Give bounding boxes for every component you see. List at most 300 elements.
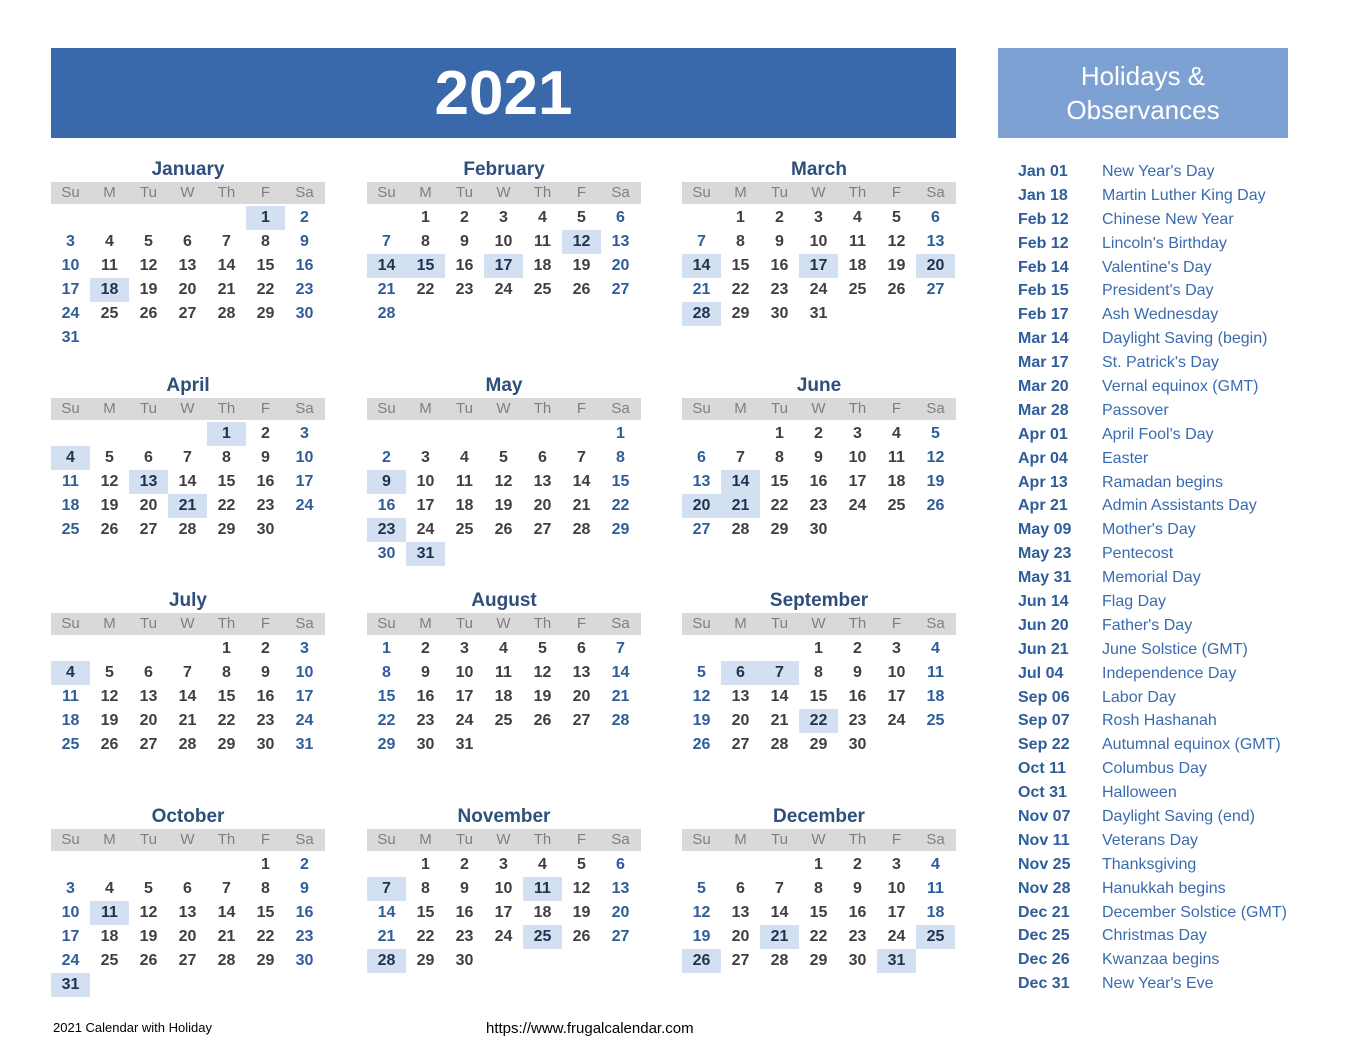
- day-cell: 31: [455, 736, 474, 753]
- day-cell: 7: [736, 449, 745, 466]
- day-cell: 9: [261, 449, 270, 466]
- holiday-item: [1006, 781, 1306, 805]
- day-cell: 10: [416, 473, 435, 490]
- day-cell: 5: [697, 664, 706, 681]
- day-cell: 28: [217, 305, 236, 322]
- day-cell: 23: [295, 928, 314, 945]
- day-cell: 7: [367, 877, 406, 901]
- holiday-name: Autumnal equinox (GMT): [1102, 736, 1281, 754]
- day-cell: 26: [100, 736, 119, 753]
- holidays-header-line1: Holidays &: [1080, 61, 1206, 91]
- day-cell: 27: [178, 305, 197, 322]
- day-cell: 4: [51, 446, 90, 470]
- weekday-header: [367, 829, 641, 851]
- day-cell: 31: [877, 949, 916, 973]
- day-cell-empty: [129, 206, 168, 230]
- holiday-name: Ash Wednesday: [1102, 306, 1219, 324]
- day-cell: 10: [61, 904, 80, 921]
- weekday-label: M: [419, 615, 432, 632]
- day-cell: 10: [494, 233, 513, 250]
- day-cell: 2: [300, 209, 309, 226]
- weekday-label: Tu: [456, 615, 473, 632]
- holiday-name: December Solstice (GMT): [1102, 903, 1287, 921]
- day-cell: 25: [916, 925, 955, 949]
- holiday-item: [1006, 757, 1306, 781]
- day-cell: 13: [611, 233, 630, 250]
- day-cell: 5: [499, 449, 508, 466]
- day-cell: 26: [139, 952, 158, 969]
- holiday-date: Nov 07: [1018, 807, 1071, 825]
- day-cell: 22: [416, 928, 435, 945]
- month-november: [367, 806, 641, 973]
- weekday-label: Su: [61, 615, 80, 632]
- day-cell: 9: [460, 233, 469, 250]
- holiday-date: Mar 17: [1018, 354, 1069, 372]
- day-cell: 14: [611, 664, 630, 681]
- day-cell: 26: [533, 712, 552, 729]
- holiday-date: Apr 21: [1018, 497, 1068, 515]
- weekday-label: Tu: [771, 831, 788, 848]
- day-cell: 19: [139, 928, 158, 945]
- day-cell: 3: [421, 449, 430, 466]
- day-cell: 8: [382, 664, 391, 681]
- month-may: [367, 375, 641, 566]
- day-cell: 26: [682, 949, 721, 973]
- day-cell: 13: [572, 664, 591, 681]
- day-cell: 20: [682, 494, 721, 518]
- weekday-label: W: [180, 615, 195, 632]
- day-cell: 9: [300, 880, 309, 897]
- day-cell: 16: [809, 473, 828, 490]
- weekday-label: Su: [692, 184, 711, 201]
- weekday-label: Sa: [611, 615, 630, 632]
- day-cell: 1: [382, 640, 391, 657]
- holiday-date: Nov 28: [1018, 879, 1071, 897]
- day-cell: 6: [144, 664, 153, 681]
- day-cell: 14: [367, 254, 406, 278]
- day-cell: 15: [809, 688, 828, 705]
- day-cell: 18: [100, 928, 119, 945]
- weekday-label: Sa: [295, 184, 314, 201]
- weekday-label: Sa: [295, 615, 314, 632]
- holiday-item: [1006, 614, 1306, 638]
- day-cell: 6: [931, 209, 940, 226]
- holiday-item: [1006, 303, 1306, 327]
- holiday-item: [1006, 590, 1306, 614]
- day-cell: 6: [183, 233, 192, 250]
- day-cell: 22: [731, 281, 750, 298]
- holidays-header-line2: Observances: [1066, 95, 1220, 125]
- day-cell: 4: [892, 425, 901, 442]
- day-cell: 24: [416, 521, 435, 538]
- day-cell: 1: [246, 206, 285, 230]
- weekday-label: Sa: [295, 831, 314, 848]
- weekday-label: F: [260, 400, 271, 417]
- day-cell: 22: [611, 497, 630, 514]
- day-cell: 2: [460, 209, 469, 226]
- weekday-label: W: [496, 184, 511, 201]
- day-cell: 8: [261, 233, 270, 250]
- weekday-label: W: [811, 184, 826, 201]
- day-cell: 18: [848, 257, 867, 274]
- weekday-label: F: [891, 615, 902, 632]
- holiday-date: Jul 04: [1018, 664, 1064, 682]
- day-cell: 1: [736, 209, 745, 226]
- day-cell: 18: [533, 257, 552, 274]
- holidays-header: [998, 48, 1288, 138]
- day-cell: 6: [616, 856, 625, 873]
- day-cell: 18: [887, 473, 906, 490]
- day-cell: 9: [300, 233, 309, 250]
- holiday-item: [1006, 423, 1306, 447]
- day-cell: 11: [927, 880, 944, 897]
- day-cell: 5: [892, 209, 901, 226]
- weekday-label: Th: [848, 400, 867, 417]
- day-cell: 24: [494, 281, 513, 298]
- day-cell: 27: [731, 952, 750, 969]
- day-cell: 14: [178, 688, 197, 705]
- day-cell: 8: [775, 449, 784, 466]
- day-cell: 12: [887, 233, 906, 250]
- month-july: [51, 590, 325, 757]
- day-cell-empty: [760, 853, 799, 877]
- weekday-label: Th: [533, 400, 552, 417]
- weekday-header: [51, 398, 325, 420]
- weekday-label: Th: [848, 615, 867, 632]
- day-cell: 25: [61, 736, 80, 753]
- month-september: [682, 590, 956, 757]
- day-cell: 3: [892, 640, 901, 657]
- day-cell: 5: [105, 449, 114, 466]
- day-grid: [682, 206, 956, 326]
- holiday-date: Dec 26: [1018, 951, 1070, 969]
- holiday-item: [1006, 208, 1306, 232]
- day-cell-empty: [523, 422, 562, 446]
- weekday-label: W: [496, 615, 511, 632]
- day-cell: 24: [61, 305, 80, 322]
- holiday-name: Valentine's Day: [1102, 258, 1212, 276]
- day-cell: 15: [256, 257, 275, 274]
- day-cell: 1: [616, 425, 625, 442]
- day-cell-empty: [51, 422, 90, 446]
- day-grid: [51, 422, 325, 542]
- holiday-date: Mar 28: [1018, 401, 1069, 419]
- day-cell: 10: [887, 880, 906, 897]
- holiday-name: Chinese New Year: [1102, 210, 1234, 228]
- holiday-item: [1006, 877, 1306, 901]
- weekday-label: Th: [533, 184, 552, 201]
- day-cell: 24: [295, 497, 314, 514]
- day-cell: 2: [261, 640, 270, 657]
- day-cell: 3: [300, 640, 309, 657]
- month-title: December: [773, 806, 865, 827]
- day-cell-empty: [129, 853, 168, 877]
- day-cell: 7: [382, 233, 391, 250]
- month-title: April: [166, 375, 210, 396]
- day-cell: 4: [499, 640, 508, 657]
- day-cell: 29: [217, 736, 236, 753]
- month-march: [682, 159, 956, 326]
- holiday-name: Rosh Hashanah: [1102, 712, 1217, 730]
- holiday-date: Jan 18: [1018, 186, 1068, 204]
- holiday-name: Vernal equinox (GMT): [1102, 377, 1259, 395]
- holiday-name: Independence Day: [1102, 664, 1237, 682]
- day-cell: 17: [455, 688, 474, 705]
- day-grid: [367, 637, 641, 757]
- day-cell: 23: [455, 281, 474, 298]
- weekday-label: F: [260, 615, 271, 632]
- day-cell: 14: [217, 257, 236, 274]
- weekday-label: Th: [217, 831, 236, 848]
- day-cell: 21: [377, 928, 396, 945]
- month-title: October: [151, 806, 225, 827]
- day-cell: 30: [455, 952, 474, 969]
- holiday-date: Sep 07: [1018, 712, 1070, 730]
- day-cell: 22: [377, 712, 396, 729]
- weekday-label: Tu: [140, 831, 157, 848]
- day-cell: 25: [100, 305, 119, 322]
- weekday-label: W: [180, 400, 195, 417]
- holiday-name: June Solstice (GMT): [1102, 640, 1248, 658]
- holiday-list: [1006, 160, 1306, 996]
- weekday-label: Th: [533, 831, 552, 848]
- weekday-header: [367, 398, 641, 420]
- day-cell: 18: [533, 904, 552, 921]
- holiday-item: [1006, 925, 1306, 949]
- day-cell: 16: [295, 904, 314, 921]
- month-june: [682, 375, 956, 542]
- weekday-label: Sa: [611, 831, 630, 848]
- day-cell: 19: [887, 257, 906, 274]
- day-cell: 6: [144, 449, 153, 466]
- holiday-item: [1006, 232, 1306, 256]
- day-cell: 12: [533, 664, 552, 681]
- holiday-name: Thanksgiving: [1102, 855, 1197, 873]
- day-cell: 24: [295, 712, 314, 729]
- holiday-item: [1006, 494, 1306, 518]
- day-cell: 30: [295, 952, 314, 969]
- day-cell: 6: [736, 880, 745, 897]
- day-cell: 29: [217, 521, 236, 538]
- day-cell: 16: [377, 497, 396, 514]
- day-cell: 4: [538, 856, 547, 873]
- weekday-label: Tu: [140, 400, 157, 417]
- weekday-label: Th: [533, 615, 552, 632]
- day-cell: 28: [178, 736, 197, 753]
- year-banner: [51, 48, 956, 138]
- day-cell: 22: [809, 928, 828, 945]
- day-cell: 26: [572, 281, 591, 298]
- day-cell: 13: [692, 473, 711, 490]
- day-cell: 21: [770, 712, 789, 729]
- day-cell: 22: [256, 928, 275, 945]
- month-title: May: [485, 375, 523, 396]
- holiday-date: Apr 04: [1018, 449, 1068, 467]
- day-cell: 28: [178, 521, 197, 538]
- day-grid: [367, 206, 641, 326]
- day-cell: 20: [178, 281, 197, 298]
- day-cell: 27: [139, 736, 158, 753]
- day-cell: 27: [533, 521, 552, 538]
- holiday-name: Veterans Day: [1102, 831, 1199, 849]
- day-cell: 19: [692, 928, 711, 945]
- day-cell-empty: [721, 422, 760, 446]
- weekday-label: Tu: [456, 184, 473, 201]
- day-cell: 1: [207, 422, 246, 446]
- day-cell: 11: [62, 473, 79, 490]
- day-cell: 25: [523, 925, 562, 949]
- year-title: 2021: [434, 58, 573, 128]
- day-cell: 30: [256, 521, 275, 538]
- holiday-date: Oct 31: [1018, 784, 1067, 802]
- weekday-label: Th: [848, 184, 867, 201]
- day-cell: 30: [416, 736, 435, 753]
- day-cell: 30: [770, 305, 789, 322]
- holiday-item: [1006, 375, 1306, 399]
- day-cell: 12: [100, 688, 119, 705]
- day-cell-empty: [129, 637, 168, 661]
- day-cell: 14: [178, 473, 197, 490]
- month-title: March: [791, 159, 847, 180]
- day-cell: 29: [731, 305, 750, 322]
- weekday-label: M: [103, 615, 116, 632]
- weekday-label: Th: [217, 400, 236, 417]
- day-cell-empty: [51, 637, 90, 661]
- day-cell: 2: [814, 425, 823, 442]
- day-cell: 24: [455, 712, 474, 729]
- holiday-item: [1006, 829, 1306, 853]
- day-cell: 29: [809, 952, 828, 969]
- holiday-name: Hanukkah begins: [1102, 879, 1226, 897]
- day-cell: 31: [61, 329, 80, 346]
- holiday-name: Ramadan begins: [1102, 473, 1223, 491]
- day-cell: 9: [775, 233, 784, 250]
- day-cell: 16: [256, 473, 275, 490]
- weekday-label: M: [419, 831, 432, 848]
- holiday-date: Dec 21: [1018, 903, 1070, 921]
- day-cell-empty: [682, 637, 721, 661]
- holiday-item: [1006, 805, 1306, 829]
- day-cell: 20: [139, 497, 158, 514]
- day-cell: 3: [499, 209, 508, 226]
- day-cell: 30: [848, 952, 867, 969]
- day-cell-empty: [367, 853, 406, 877]
- day-cell: 9: [853, 664, 862, 681]
- month-title: November: [457, 806, 551, 827]
- day-cell: 24: [494, 928, 513, 945]
- holiday-date: Nov 11: [1018, 831, 1070, 849]
- holiday-item: [1006, 709, 1306, 733]
- holiday-name: Labor Day: [1102, 688, 1176, 706]
- holiday-name: Easter: [1102, 449, 1149, 467]
- weekday-label: F: [891, 831, 902, 848]
- day-cell: 14: [377, 904, 396, 921]
- day-cell: 12: [494, 473, 513, 490]
- weekday-label: Tu: [140, 615, 157, 632]
- day-cell: 10: [809, 233, 828, 250]
- day-grid: [682, 853, 956, 973]
- day-grid: [367, 853, 641, 973]
- holiday-item: [1006, 638, 1306, 662]
- holiday-date: Apr 13: [1018, 473, 1068, 491]
- day-cell: 29: [809, 736, 828, 753]
- day-cell: 22: [770, 497, 789, 514]
- day-cell: 9: [814, 449, 823, 466]
- month-january: [51, 159, 325, 350]
- day-cell: 2: [382, 449, 391, 466]
- day-cell: 7: [222, 233, 231, 250]
- day-cell: 25: [455, 521, 474, 538]
- day-cell-empty: [90, 637, 129, 661]
- weekday-label: W: [811, 831, 826, 848]
- day-cell: 12: [139, 904, 158, 921]
- day-cell: 11: [456, 473, 473, 490]
- day-cell: 8: [421, 233, 430, 250]
- day-cell: 17: [61, 928, 80, 945]
- day-cell: 21: [217, 928, 236, 945]
- month-december: [682, 806, 956, 973]
- weekday-label: Su: [377, 615, 396, 632]
- day-cell: 1: [222, 640, 231, 657]
- day-cell: 26: [100, 521, 119, 538]
- weekday-label: F: [576, 400, 587, 417]
- day-cell: 19: [100, 712, 119, 729]
- day-cell: 21: [692, 281, 711, 298]
- day-cell-empty: [51, 206, 90, 230]
- day-cell: 10: [61, 257, 80, 274]
- day-cell: 25: [926, 712, 945, 729]
- day-cell: 2: [261, 425, 270, 442]
- weekday-label: F: [576, 184, 587, 201]
- day-cell: 24: [848, 497, 867, 514]
- holiday-name: Lincoln's Birthday: [1102, 234, 1227, 252]
- weekday-label: Th: [217, 184, 236, 201]
- month-title: June: [796, 375, 842, 396]
- holiday-date: Jan 01: [1018, 162, 1068, 180]
- day-cell: 6: [697, 449, 706, 466]
- day-cell: 22: [217, 497, 236, 514]
- day-cell: 30: [377, 545, 396, 562]
- day-cell: 17: [799, 254, 838, 278]
- holiday-item: [1006, 351, 1306, 375]
- day-cell: 15: [416, 904, 435, 921]
- weekday-label: Tu: [140, 184, 157, 201]
- day-cell-empty: [760, 637, 799, 661]
- weekday-label: Tu: [456, 400, 473, 417]
- day-cell: 2: [300, 856, 309, 873]
- day-cell: 5: [105, 664, 114, 681]
- day-cell: 10: [494, 880, 513, 897]
- day-cell: 24: [887, 712, 906, 729]
- day-cell: 8: [421, 880, 430, 897]
- weekday-label: Su: [692, 831, 711, 848]
- day-cell: 5: [144, 233, 153, 250]
- holiday-name: St. Patrick's Day: [1102, 354, 1219, 372]
- day-cell: 26: [926, 497, 945, 514]
- day-cell: 29: [256, 952, 275, 969]
- weekday-label: W: [811, 400, 826, 417]
- day-cell: 6: [616, 209, 625, 226]
- day-cell: 7: [183, 449, 192, 466]
- day-cell: 25: [848, 281, 867, 298]
- day-cell: 23: [295, 281, 314, 298]
- day-cell: 30: [848, 736, 867, 753]
- day-cell: 3: [66, 880, 75, 897]
- holiday-date: Mar 14: [1018, 330, 1069, 348]
- day-cell: 15: [377, 688, 396, 705]
- holiday-date: May 31: [1018, 569, 1072, 587]
- day-grid: [682, 422, 956, 542]
